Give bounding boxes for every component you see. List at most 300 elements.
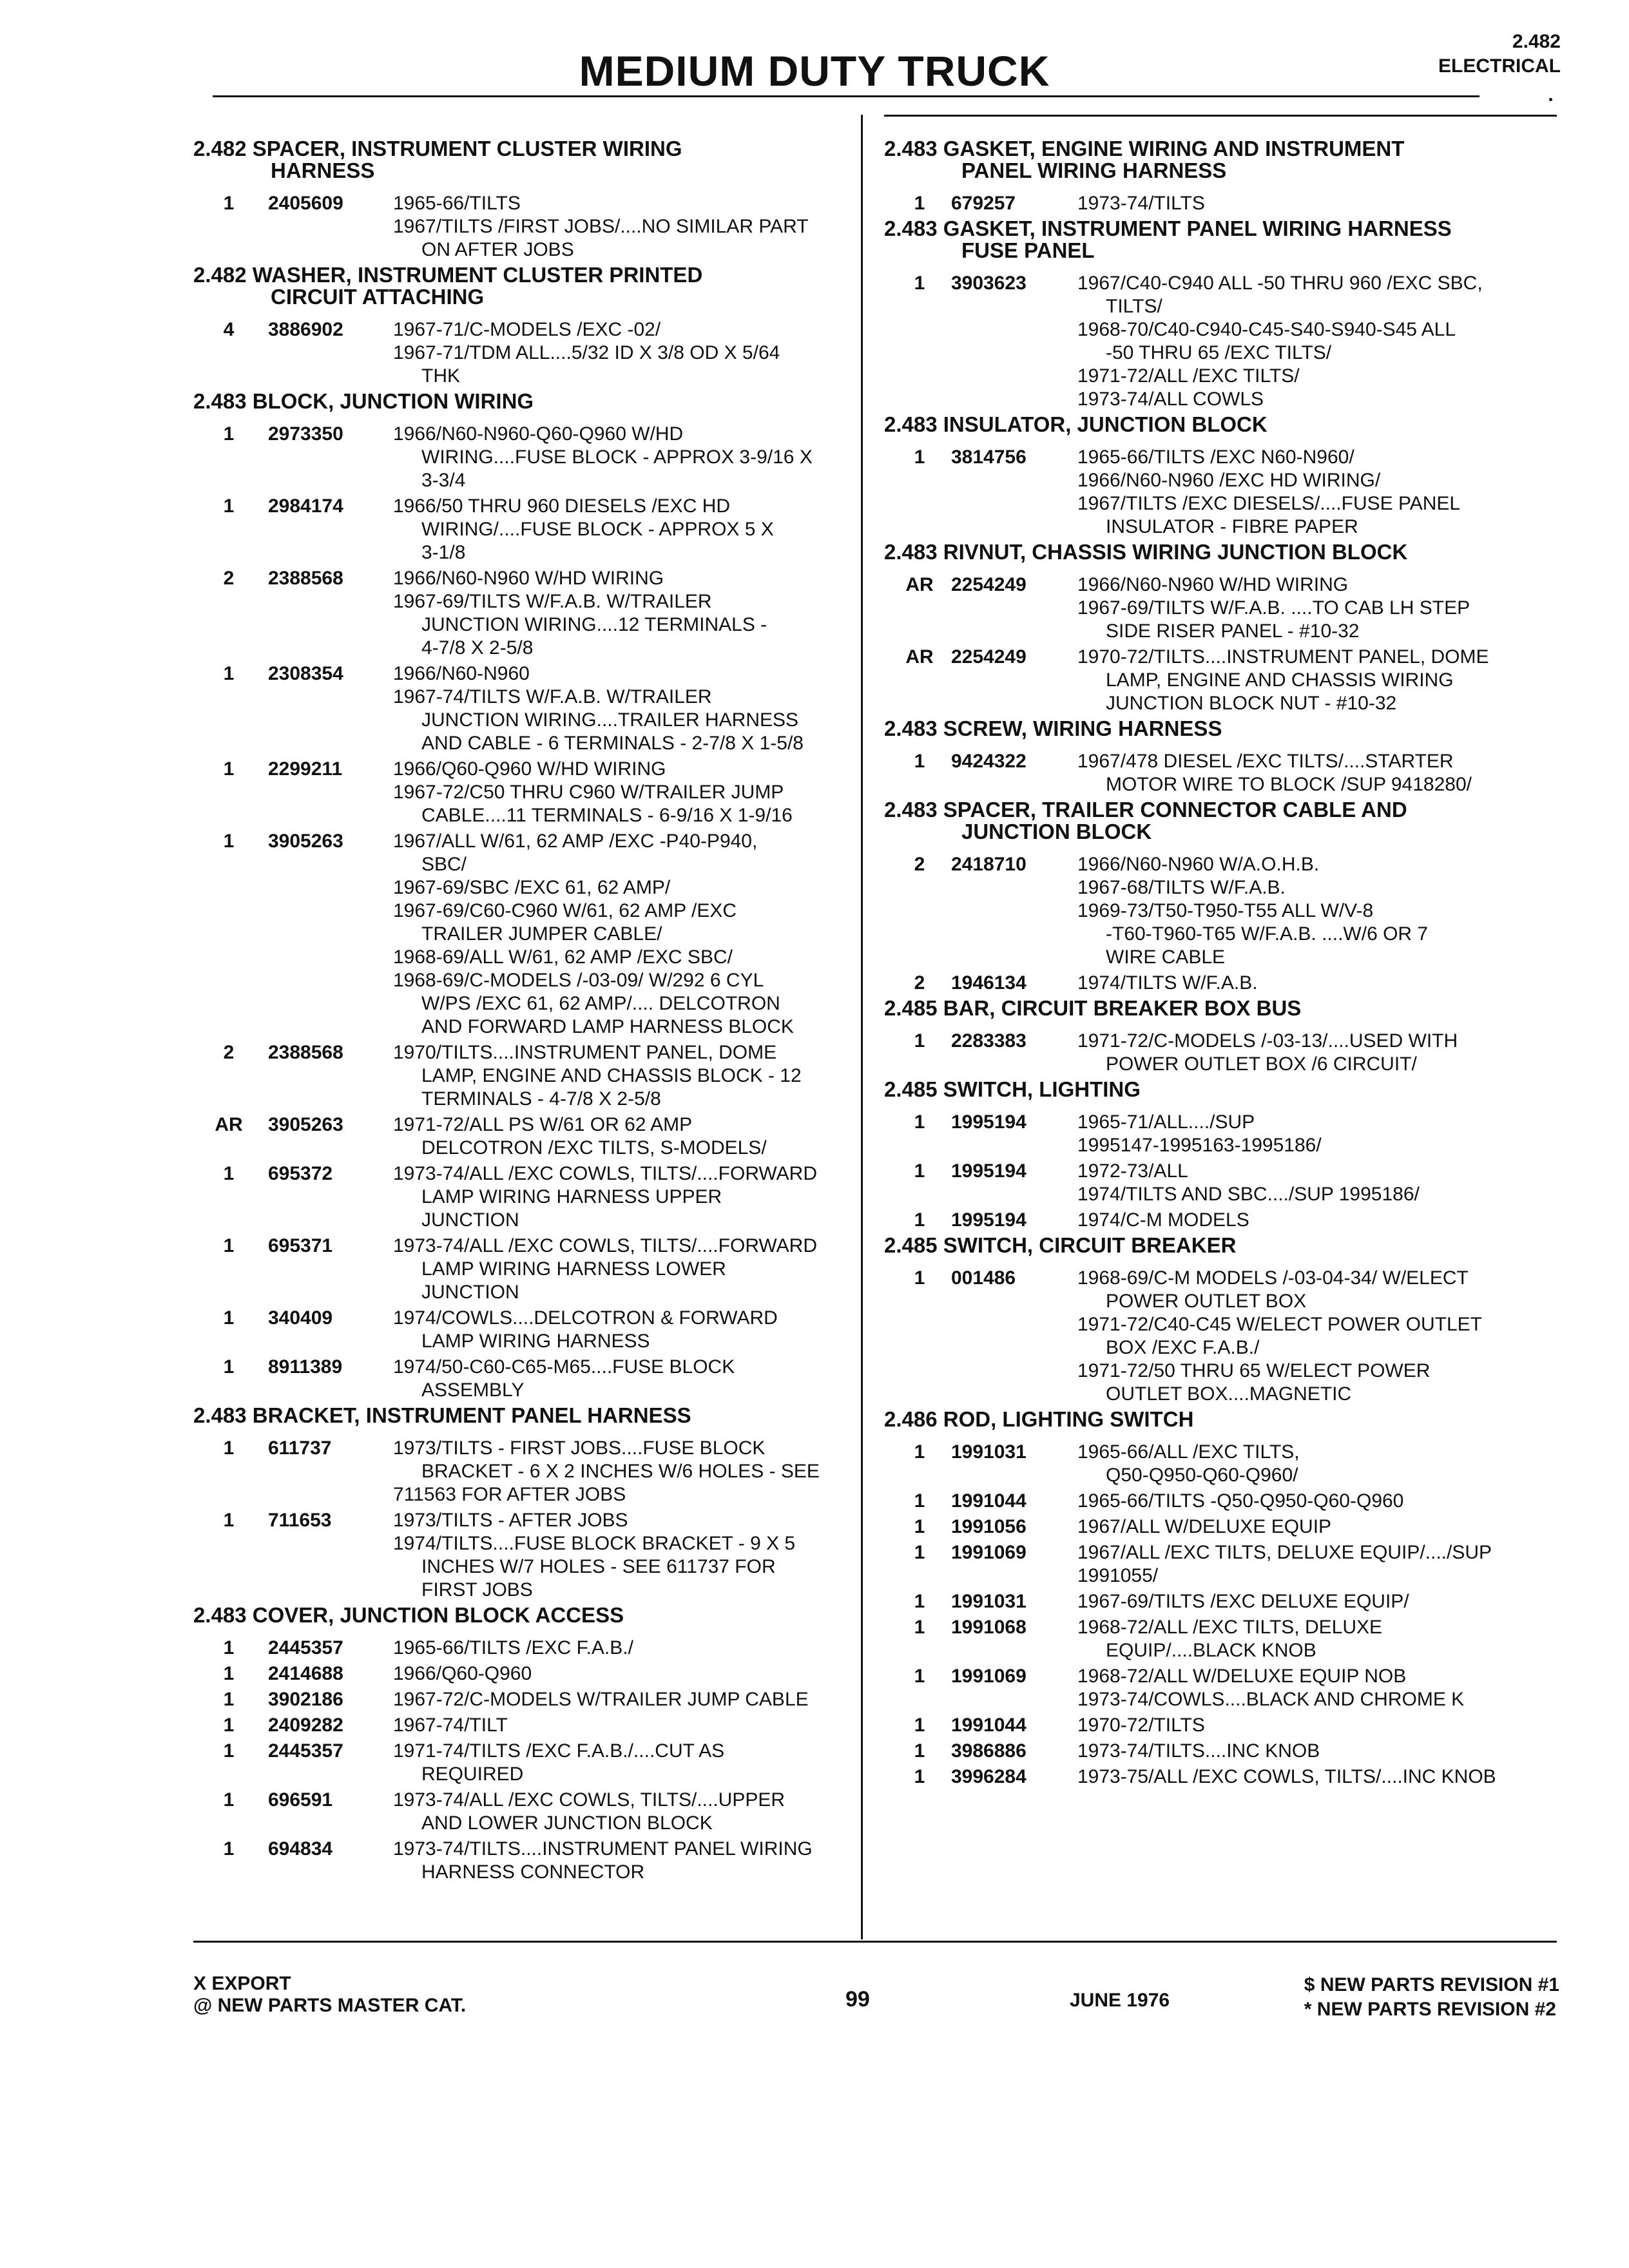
description-line: 1968-69/C-MODELS /-03-09/ W/292 6 CYL: [393, 970, 764, 991]
part-description: [393, 1688, 861, 1711]
section-title: [884, 1079, 1570, 1100]
part-description: [393, 1235, 861, 1304]
description-line: CABLE....11 TERMINALS - 6-9/16 X 1-9/16: [421, 805, 793, 826]
section-code: 2.482: [193, 263, 247, 287]
description-line: 1966/N60-N960: [393, 663, 530, 684]
section-code: 2.483: [193, 1403, 247, 1427]
description-line: 1971-72/C-MODELS /-03-13/....USED WITH: [1077, 1030, 1458, 1052]
part-number: 2283383: [951, 1030, 1027, 1052]
part-row: [884, 1490, 1570, 1513]
part-number: 001486: [951, 1267, 1016, 1289]
part-description: [1077, 1541, 1570, 1588]
section-title: [884, 1408, 1570, 1430]
description-line: 1967/ALL W/DELUXE EQUIP: [1077, 1516, 1332, 1537]
part-number: 3902186: [268, 1689, 343, 1710]
section-title-line: COVER, JUNCTION BLOCK ACCESS: [252, 1603, 624, 1627]
parts-section: [884, 1235, 1570, 1406]
part-row: [193, 1688, 861, 1711]
part-number: 711653: [268, 1510, 332, 1531]
part-description: [393, 1437, 861, 1506]
description-line: ON AFTER JOBS: [421, 239, 574, 260]
part-number: 1991031: [951, 1591, 1027, 1612]
part-row: [884, 853, 1570, 969]
description-line: 1965-71/ALL..../SUP: [1077, 1111, 1255, 1133]
section-name: [943, 716, 1222, 740]
section-title: [884, 218, 1570, 262]
part-description: [1077, 750, 1570, 796]
section-title: [884, 997, 1570, 1019]
section-code: 2.483: [884, 798, 938, 822]
section-title: [193, 1405, 861, 1427]
part-number: 3996284: [951, 1766, 1027, 1787]
parts-section: [193, 264, 861, 388]
description-line: BRACKET - 6 X 2 INCHES W/6 HOLES - SEE: [421, 1461, 820, 1482]
part-quantity: 1: [223, 1740, 235, 1762]
part-description: [393, 1714, 861, 1737]
description-line: WIRING....FUSE BLOCK - APPROX 3-9/16 X: [421, 447, 813, 468]
part-quantity: 1: [223, 1356, 235, 1378]
part-quantity: 1: [914, 1209, 925, 1231]
part-row: [193, 1637, 861, 1660]
description-line: 1966/Q60-Q960: [393, 1663, 532, 1684]
description-line: FIRST JOBS: [421, 1579, 533, 1600]
part-row: [193, 1509, 861, 1602]
description-line: 1971-72/ALL /EXC TILTS/: [1077, 365, 1300, 387]
section-title-line: SPACER, INSTRUMENT CLUSTER WIRING: [252, 137, 682, 160]
part-row: [193, 1838, 861, 1884]
description-line: 3-1/8: [421, 542, 466, 563]
description-line: POWER OUTLET BOX /6 CIRCUIT/: [1106, 1053, 1417, 1075]
description-line: JUNCTION WIRING....12 TERMINALS -: [421, 614, 767, 635]
part-number: 695372: [268, 1163, 333, 1184]
part-row: [884, 646, 1570, 715]
part-description: [393, 1356, 861, 1402]
part-row: [193, 192, 861, 262]
part-row: [884, 1515, 1570, 1539]
section-title-line: BAR, CIRCUIT BREAKER BOX BUS: [943, 996, 1302, 1020]
part-quantity: 1: [223, 1715, 235, 1736]
description-line: 1966/N60-N960 /EXC HD WIRING/: [1077, 470, 1381, 491]
part-number: 695371: [268, 1235, 333, 1256]
description-line: 3-3/4: [421, 470, 466, 491]
description-line: 1968-69/C-M MODELS /-03-04-34/ W/ELECT: [1077, 1267, 1469, 1289]
part-row: [884, 1030, 1570, 1076]
description-line: 1966/50 THRU 960 DIESELS /EXC HD: [393, 495, 731, 517]
description-line: 1974/TILTS W/F.A.B.: [1077, 972, 1258, 994]
header-dot: [1549, 98, 1552, 101]
description-line: 1966/N60-N960 W/HD WIRING: [1077, 574, 1349, 595]
part-number: 1991031: [951, 1441, 1027, 1463]
part-quantity: 1: [914, 1030, 925, 1052]
part-row: [193, 830, 861, 1039]
description-line: REQUIRED: [421, 1763, 524, 1785]
description-line: 1966/Q60-Q960 W/HD WIRING: [393, 758, 666, 780]
section-name: [884, 798, 1570, 843]
section-name: [884, 137, 1570, 182]
part-quantity: 1: [223, 1510, 235, 1531]
part-quantity: 4: [223, 319, 235, 340]
parts-section: [193, 390, 861, 1402]
section-code: 2.483: [884, 137, 938, 160]
part-description: [393, 1041, 861, 1111]
part-number: 3886902: [268, 319, 343, 340]
section-code: 2.483: [193, 1603, 247, 1627]
part-number: 1991044: [951, 1715, 1027, 1736]
part-quantity: 1: [914, 1490, 925, 1512]
part-description: [393, 1662, 861, 1686]
part-row: [193, 1714, 861, 1737]
part-row: [884, 750, 1570, 796]
section-name: [943, 540, 1408, 564]
description-line: 1974/C-M MODELS: [1077, 1209, 1249, 1231]
part-quantity: 1: [223, 831, 235, 852]
description-line: 1973-74/TILTS....INC KNOB: [1077, 1740, 1320, 1762]
description-line: 1974/50-C60-C65-M65....FUSE BLOCK: [393, 1356, 735, 1378]
part-row: [884, 1267, 1570, 1406]
part-row: [884, 573, 1570, 643]
part-row: [884, 1541, 1570, 1588]
part-row: [193, 1356, 861, 1402]
section-title-line: HARNESS: [271, 159, 375, 182]
section-title-line: ROD, LIGHTING SWITCH: [943, 1407, 1194, 1431]
part-row: [884, 1714, 1570, 1737]
description-line: EQUIP/....BLACK KNOB: [1106, 1640, 1316, 1661]
part-quantity: 1: [914, 1542, 925, 1563]
description-line: 1973-74/COWLS....BLACK AND CHROME K: [1077, 1689, 1465, 1710]
section-code: 2.483: [884, 716, 938, 740]
section-title: [884, 718, 1570, 740]
revision-2-note: * NEW PARTS REVISION #2: [1304, 1999, 1556, 2020]
publication-date: JUNE 1976: [1070, 1990, 1170, 2011]
part-quantity: 2: [223, 568, 235, 589]
description-line: -50 THRU 65 /EXC TILTS/: [1106, 342, 1332, 363]
description-line: 1967-69/TILTS W/F.A.B. W/TRAILER: [393, 591, 712, 612]
part-number: 1991044: [951, 1490, 1027, 1512]
description-line: AND FORWARD LAMP HARNESS BLOCK: [421, 1016, 794, 1037]
description-line: 1973-74/ALL /EXC COWLS, TILTS/....FORWARD: [393, 1163, 817, 1184]
parts-section: [884, 414, 1570, 539]
description-line: 1970-72/TILTS: [1077, 1715, 1205, 1736]
description-line: 1967/TILTS /EXC DIESELS/....FUSE PANEL: [1077, 493, 1461, 514]
part-quantity: 2: [914, 854, 925, 875]
part-row: [193, 318, 861, 388]
description-line: THK: [421, 365, 460, 387]
part-number: 1995194: [951, 1209, 1027, 1231]
revision-legend: [1304, 1973, 1559, 2022]
parts-section: [884, 799, 1570, 995]
section-code: 2.483: [884, 216, 938, 240]
description-line: AND CABLE - 6 TERMINALS - 2-7/8 X 1-5/8: [421, 733, 804, 754]
part-description: [393, 1838, 861, 1884]
description-line: JUNCTION: [421, 1209, 519, 1231]
description-line: 1967/ALL W/61, 62 AMP /EXC -P40-P940,: [393, 831, 758, 852]
section-code: 2.485: [884, 996, 938, 1020]
section-title-line: RIVNUT, CHASSIS WIRING JUNCTION BLOCK: [943, 540, 1408, 564]
part-number: 3905263: [268, 1114, 343, 1135]
part-quantity: 1: [223, 1163, 235, 1184]
description-line: 1971-74/TILTS /EXC F.A.B./....CUT AS: [393, 1740, 725, 1762]
part-row: [193, 1740, 861, 1786]
description-line: 1974/COWLS....DELCOTRON & FORWARD: [393, 1307, 778, 1329]
part-quantity: 1: [223, 1689, 235, 1710]
part-number: 340409: [268, 1307, 333, 1329]
description-line: 1991055/: [1077, 1565, 1159, 1586]
part-description: [393, 495, 861, 564]
section-title-line: BRACKET, INSTRUMENT PANEL HARNESS: [252, 1403, 691, 1427]
description-line: 1968-72/ALL /EXC TILTS, DELUXE: [1077, 1617, 1383, 1638]
section-title-line: SCREW, WIRING HARNESS: [943, 716, 1222, 740]
description-line: Q50-Q950-Q60-Q960/: [1106, 1465, 1298, 1486]
part-description: [1077, 446, 1570, 539]
parts-section: [884, 718, 1570, 796]
part-number: 611737: [268, 1437, 332, 1459]
part-number: 679257: [951, 193, 1016, 214]
part-description: [1077, 1714, 1570, 1737]
revision-1-note: $ NEW PARTS REVISION #1: [1304, 1974, 1559, 1995]
description-line: 1971-72/ALL PS W/61 OR 62 AMP: [393, 1114, 693, 1135]
left-column: [193, 138, 861, 1887]
page-number: 99: [845, 1987, 870, 2012]
part-description: [1077, 1160, 1570, 1206]
section-title: [884, 1235, 1570, 1256]
section-name: ELECTRICAL: [1438, 55, 1561, 77]
description-line: 1965-66/ALL /EXC TILTS,: [1077, 1441, 1300, 1463]
part-number: 9424322: [951, 751, 1027, 772]
part-description: [393, 567, 861, 660]
section-name: [253, 1603, 624, 1627]
part-row: [193, 495, 861, 564]
part-quantity: 1: [914, 751, 925, 772]
description-line: 1965-66/TILTS /EXC F.A.B./: [393, 1637, 633, 1658]
part-description: [1077, 1740, 1570, 1763]
part-number: 8911389: [268, 1356, 343, 1378]
section-code: 2.486: [884, 1407, 938, 1431]
description-line: LAMP WIRING HARNESS: [421, 1331, 650, 1352]
description-line: 1967/C40-C940 ALL -50 THRU 960 /EXC SBC,: [1077, 273, 1483, 294]
description-line: 1967-69/C60-C960 W/61, 62 AMP /EXC: [393, 900, 737, 921]
part-description: [393, 423, 861, 492]
description-line: 1966/N60-N960 W/HD WIRING: [393, 568, 664, 589]
part-description: [393, 1162, 861, 1232]
parts-section: [884, 218, 1570, 411]
description-line: 1967-72/C50 THRU C960 W/TRAILER JUMP: [393, 782, 784, 803]
description-line: JUNCTION: [421, 1282, 519, 1303]
description-line: 1970-72/TILTS....INSTRUMENT PANEL, DOME: [1077, 646, 1489, 668]
description-line: 4-7/8 X 2-5/8: [421, 637, 534, 658]
part-quantity: AR: [905, 646, 934, 668]
section-code: 2.485: [884, 1077, 938, 1101]
part-number: 3986886: [951, 1740, 1027, 1762]
description-line: 1973/TILTS - AFTER JOBS: [393, 1510, 628, 1531]
description-line: LAMP WIRING HARNESS LOWER: [421, 1258, 726, 1280]
section-name: [193, 263, 861, 308]
section-code: 2.483: [884, 412, 938, 436]
part-quantity: 1: [914, 1740, 925, 1762]
description-line: TRAILER JUMPER CABLE/: [421, 923, 662, 945]
part-row: [884, 272, 1570, 411]
part-number: 1991068: [951, 1617, 1027, 1638]
part-number: 2418710: [951, 854, 1027, 875]
description-line: 1968-69/ALL W/61, 62 AMP /EXC SBC/: [393, 947, 733, 968]
part-number: 1946134: [951, 972, 1027, 994]
part-number: 2973350: [268, 423, 343, 445]
part-row: [193, 662, 861, 755]
part-description: [393, 1789, 861, 1835]
description-line: 1967/478 DIESEL /EXC TILTS/....STARTER: [1077, 751, 1454, 772]
section-title-line: SWITCH, LIGHTING: [943, 1077, 1141, 1101]
section-title: [193, 264, 861, 308]
description-line: 711563 FOR AFTER JOBS: [393, 1484, 626, 1505]
section-title-line: PANEL WIRING HARNESS: [961, 159, 1227, 182]
part-quantity: 1: [914, 1516, 925, 1537]
description-line: 1967-71/C-MODELS /EXC -02/: [393, 319, 661, 340]
description-line: 1965-66/TILTS -Q50-Q950-Q60-Q960: [1077, 1490, 1404, 1512]
part-row: [884, 1111, 1570, 1157]
part-row: [193, 1307, 861, 1353]
description-line: 1969-73/T50-T950-T55 ALL W/V-8: [1077, 900, 1374, 921]
header-rule-right: [884, 115, 1557, 117]
description-line: POWER OUTLET BOX: [1106, 1291, 1307, 1312]
part-quantity: 1: [223, 1838, 235, 1860]
part-description: [393, 1740, 861, 1786]
part-description: [1077, 573, 1570, 643]
part-quantity: 2: [223, 1042, 235, 1063]
part-row: [884, 1160, 1570, 1206]
description-line: 1967-68/TILTS W/F.A.B.: [1077, 877, 1286, 898]
description-line: WIRE CABLE: [1106, 947, 1226, 968]
part-quantity: 1: [914, 1715, 925, 1736]
footer-notes: [193, 1973, 466, 2017]
description-line: 1973-74/TILTS....INSTRUMENT PANEL WIRING: [393, 1838, 813, 1860]
part-number: 2445357: [268, 1740, 343, 1762]
part-description: [1077, 1515, 1570, 1539]
section-name: [943, 412, 1268, 436]
parts-section: [884, 997, 1570, 1076]
description-line: 1973-74/ALL /EXC COWLS, TILTS/....UPPER: [393, 1789, 786, 1811]
description-line: SIDE RISER PANEL - #10-32: [1106, 620, 1360, 642]
footer-rule: [193, 1941, 1557, 1943]
part-description: [1077, 972, 1570, 995]
part-description: [1077, 272, 1570, 411]
part-number: 1995194: [951, 1111, 1027, 1133]
part-row: [884, 1765, 1570, 1789]
section-title-line: FUSE PANEL: [961, 238, 1095, 262]
part-number: 1991069: [951, 1666, 1027, 1687]
part-row: [193, 567, 861, 660]
part-quantity: AR: [215, 1114, 243, 1135]
part-description: [1077, 1209, 1570, 1232]
part-description: [1077, 1665, 1570, 1711]
part-quantity: 1: [223, 1637, 235, 1658]
part-row: [884, 1740, 1570, 1763]
description-line: W/PS /EXC 61, 62 AMP/.... DELCOTRON: [421, 993, 780, 1014]
description-line: JUNCTION BLOCK NUT - #10-32: [1106, 693, 1397, 714]
part-quantity: 1: [914, 1267, 925, 1289]
description-line: 1967-72/C-MODELS W/TRAILER JUMP CABLE: [393, 1689, 809, 1710]
parts-section: [193, 1405, 861, 1602]
part-quantity: 1: [914, 1591, 925, 1612]
description-line: SBC/: [421, 854, 467, 875]
section-name: [943, 996, 1302, 1020]
section-title-line: GASKET, ENGINE WIRING AND INSTRUMENT: [943, 137, 1405, 160]
description-line: 1974/TILTS AND SBC..../SUP 1995186/: [1077, 1184, 1420, 1205]
part-description: [393, 1637, 861, 1660]
part-quantity: 1: [223, 1307, 235, 1329]
description-line: 1965-66/TILTS: [393, 193, 521, 214]
part-row: [193, 1437, 861, 1506]
description-line: JUNCTION WIRING....TRAILER HARNESS: [421, 709, 799, 731]
description-line: 1968-70/C40-C940-C45-S40-S940-S45 ALL: [1077, 319, 1456, 340]
section-title-line: GASKET, INSTRUMENT PANEL WIRING HARNESS: [943, 216, 1452, 240]
description-line: LAMP, ENGINE AND CHASSIS WIRING: [1106, 669, 1454, 691]
description-line: MOTOR WIRE TO BLOCK /SUP 9418280/: [1106, 774, 1472, 795]
part-number: 3814756: [951, 447, 1027, 468]
description-line: LAMP, ENGINE AND CHASSIS BLOCK - 12: [421, 1065, 802, 1086]
description-line: 1971-72/C40-C45 W/ELECT POWER OUTLET: [1077, 1314, 1482, 1335]
parts-section: [884, 1408, 1570, 1789]
section-code: 2.483: [884, 540, 938, 564]
description-line: TERMINALS - 4-7/8 X 2-5/8: [421, 1088, 661, 1110]
part-row: [884, 446, 1570, 539]
part-description: [1077, 1030, 1570, 1076]
part-description: [1077, 192, 1570, 215]
section-name: [943, 1077, 1141, 1101]
section-name: [943, 1407, 1194, 1431]
part-description: [393, 662, 861, 755]
part-description: [393, 192, 861, 262]
part-quantity: 2: [914, 972, 925, 994]
description-line: 1974/TILTS....FUSE BLOCK BRACKET - 9 X 5: [393, 1533, 796, 1554]
section-number: 2.482: [1512, 31, 1561, 52]
section-title-line: SPACER, TRAILER CONNECTOR CABLE AND: [943, 798, 1407, 822]
description-line: BOX /EXC F.A.B./: [1106, 1337, 1260, 1358]
description-line: 1972-73/ALL: [1077, 1160, 1188, 1182]
description-line: 1967-69/TILTS W/F.A.B. ....TO CAB LH STEP: [1077, 597, 1470, 619]
section-title: [884, 414, 1570, 436]
section-code: 2.483: [193, 389, 247, 413]
part-quantity: 1: [914, 273, 925, 294]
section-title-line: CIRCUIT ATTACHING: [271, 285, 485, 309]
part-number: 3905263: [268, 831, 343, 852]
section-header: [1438, 30, 1561, 79]
part-row: [884, 1616, 1570, 1662]
part-description: [393, 1307, 861, 1353]
part-description: [393, 758, 861, 827]
description-line: LAMP WIRING HARNESS UPPER: [421, 1186, 722, 1207]
description-line: 1967/ALL /EXC TILTS, DELUXE EQUIP/..../SUP: [1077, 1542, 1492, 1563]
part-description: [1077, 1616, 1570, 1662]
part-row: [193, 1162, 861, 1232]
part-row: [193, 423, 861, 492]
part-description: [393, 1509, 861, 1602]
column-divider: [861, 115, 863, 1939]
section-title-line: SWITCH, CIRCUIT BREAKER: [943, 1233, 1237, 1257]
description-line: 1966/N60-N960 W/A.O.H.B.: [1077, 854, 1320, 875]
part-quantity: 1: [223, 423, 235, 445]
description-line: 1967-69/SBC /EXC 61, 62 AMP/: [393, 877, 671, 898]
parts-section: [884, 138, 1570, 215]
part-row: [884, 1209, 1570, 1232]
description-line: 1967-69/TILTS /EXC DELUXE EQUIP/: [1077, 1591, 1409, 1612]
part-quantity: 1: [914, 1617, 925, 1638]
description-line: 1973-75/ALL /EXC COWLS, TILTS/....INC KNOB: [1077, 1766, 1496, 1787]
header-rule-left: [213, 95, 1480, 97]
part-number: 1995194: [951, 1160, 1027, 1182]
part-quantity: 1: [914, 1160, 925, 1182]
section-name: [253, 389, 534, 413]
part-quantity: 1: [223, 758, 235, 780]
part-row: [193, 1789, 861, 1835]
